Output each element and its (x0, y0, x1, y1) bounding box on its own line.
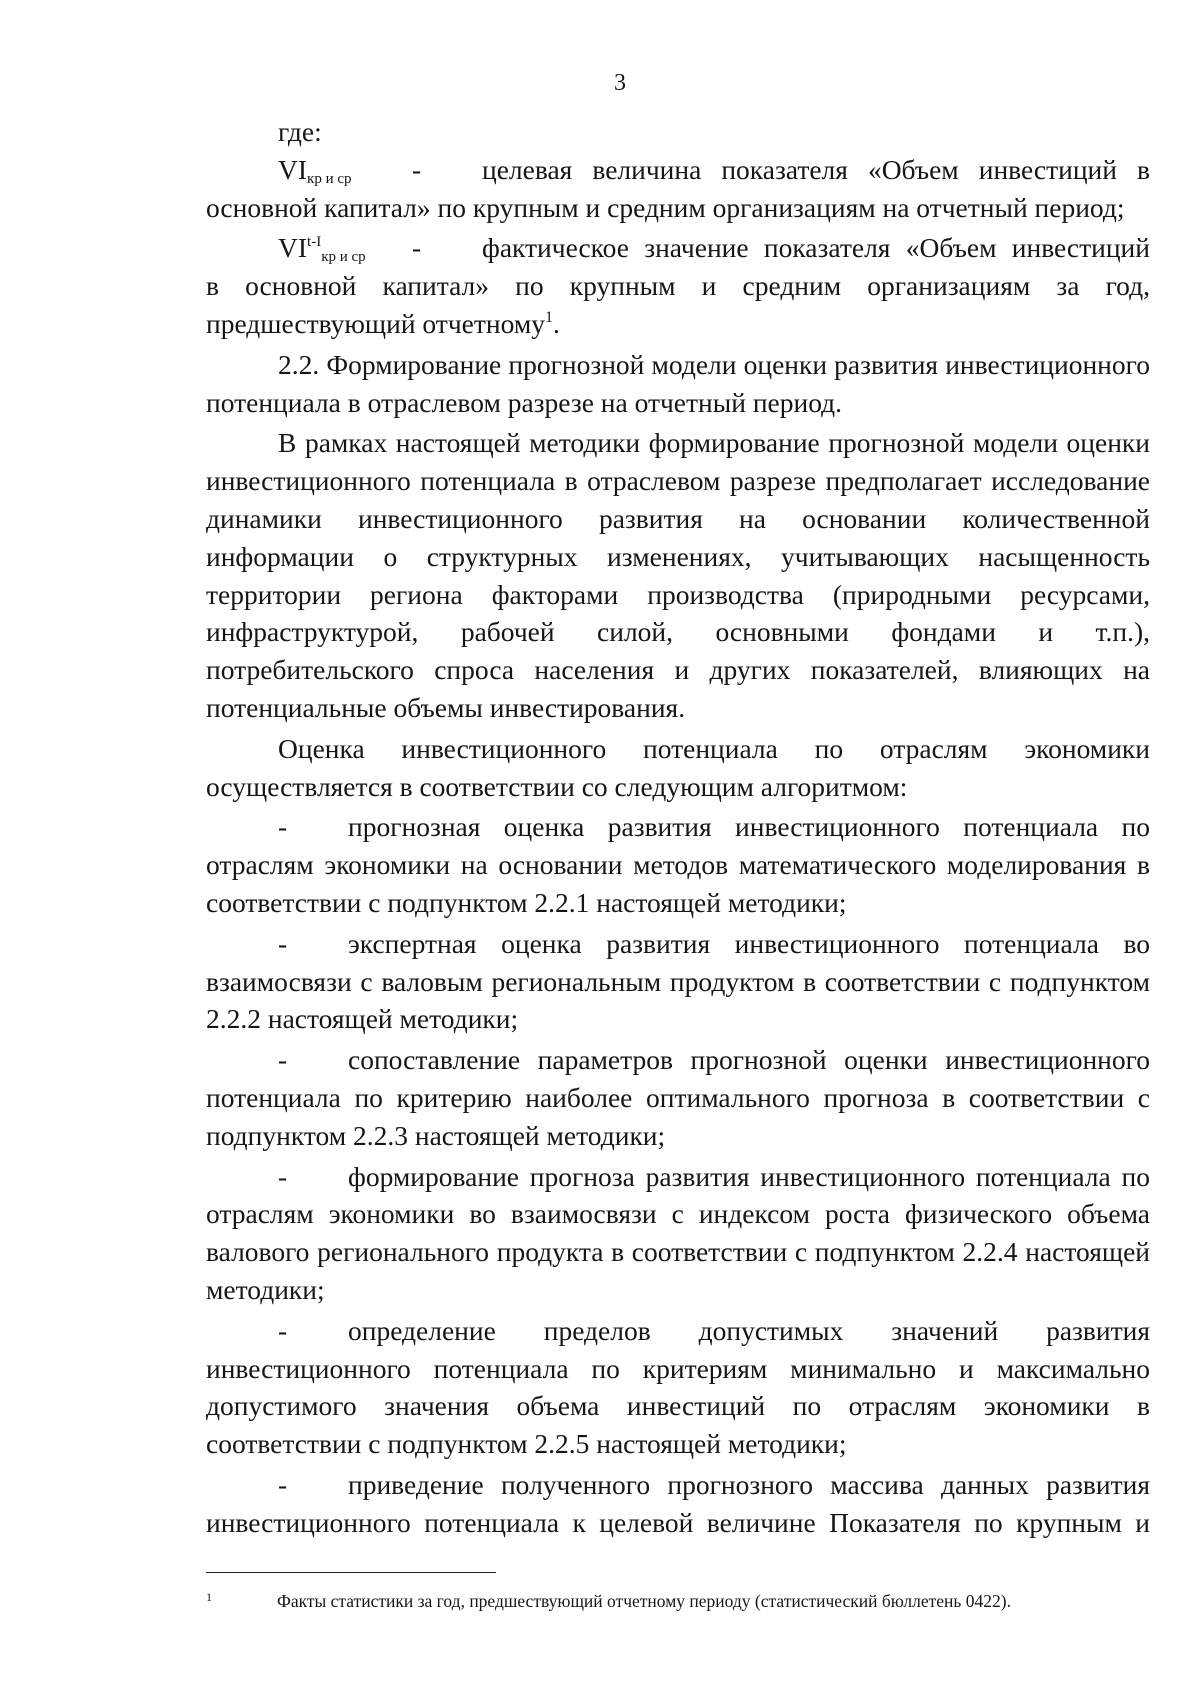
definition-dash: - (412, 153, 422, 185)
list-dash: - (278, 1468, 288, 1500)
footnote-reference[interactable]: 1 (544, 308, 553, 326)
list-item: - экспертная оценка развития инвестиционного потенциала во взаимосвязи с валовым региональным продуктом в соответствии с подпунктом 2.2.2 настоящей методики; (206, 925, 1150, 1038)
definition-target-value (206, 151, 1150, 227)
where-label: где: (278, 116, 322, 147)
list-item: - приведение полученного прогнозного массива данных развития инвестиционного потенциала к целевой величине Показателя по крупным и (206, 1466, 1150, 1542)
footnote-text: Факты статистики за год, предшествующий отчетному периоду (статистический бюллетень 0422). (277, 1591, 1011, 1611)
list-item: - сопоставление параметров прогнозной оценки инвестиционного потенциала по критерию наиболее оптимального прогноза в соответствии с подпунктом 2.2.3 настоящей методики; (206, 1041, 1150, 1154)
definition-actual-value (206, 229, 1150, 342)
list-item: - определение пределов допустимых значений развития инвестиционного потенциала по критериям минимально и максимально допустимого значения объема инвестиций по отраслям экономики в соответствии с подпунктом 2.2.5 настоящей методики; (206, 1312, 1150, 1463)
list-item: - прогнозная оценка развития инвестиционного потенциала по отраслям экономики на основании методов математического моделирования в соответствии с подпунктом 2.2.1 настоящей методики; (206, 808, 1150, 921)
list-dash: - (278, 1044, 288, 1076)
definition-text-continuation: основной капитал» по крупным и средним организациям на отчетный период; (206, 191, 1125, 223)
list-dash: - (278, 811, 288, 843)
page-number: 3 (614, 70, 626, 96)
algorithm-list (206, 808, 1150, 1541)
footnote-separator (206, 1572, 496, 1573)
list-dash: - (278, 927, 288, 959)
list-item: - формирование прогноза развития инвестиционного потенциала по отраслям экономики во взаимосвязи с индексом роста физического объема валового регионального продукта в соответствии с подпунктом 2.2.4 настоящей методики; (206, 1158, 1150, 1309)
symbol-vi-previous: $VI^{t-I}_{кр и ср}$ (278, 232, 366, 266)
list-dash: - (278, 1314, 288, 1346)
definition-dash: - (412, 232, 422, 264)
list-dash: - (278, 1160, 288, 1192)
paragraph-algorithm: Оценка инвестиционного потенциала по отраслям экономики осуществляется в соответствии со следующим алгоритмом: (206, 732, 1150, 802)
definition-text-line: целевая величина показателя «Объем инвестиций в (482, 153, 1150, 185)
document-body (206, 113, 1150, 1541)
definition-text-line: фактическое значение показателя «Объем инвестиций (482, 232, 1150, 264)
footnote-mark: 1 (206, 1590, 212, 1604)
paragraph-framework: В рамках настоящей методики формирование прогнозной модели оценки инвестиционного потенциала в отраслевом разрезе предполагает исследование динамики инвестиционного развития на основании количественной информации о структурных изменениях, учитывающих насыщенность территории региона факторами производства (природными ресурсами, инфраструктурой, рабочей силой, основными фондами и т.п.), потребительского спроса населения и других показателей, влияющих на потенциальные объемы инвестирования. (206, 427, 1150, 723)
definition-text-continuation: в основной капитал» по крупным и средним организациям за год, предшествующий отчетному$^1$. (206, 270, 1150, 339)
section-heading-2-2: 2.2. Формирование прогнозной модели оценки развития инвестиционного потенциала в отраслевом разрезе на отчетный период. (206, 348, 1150, 418)
symbol-vi-target: $VI_{кр и ср}$ (278, 153, 352, 187)
